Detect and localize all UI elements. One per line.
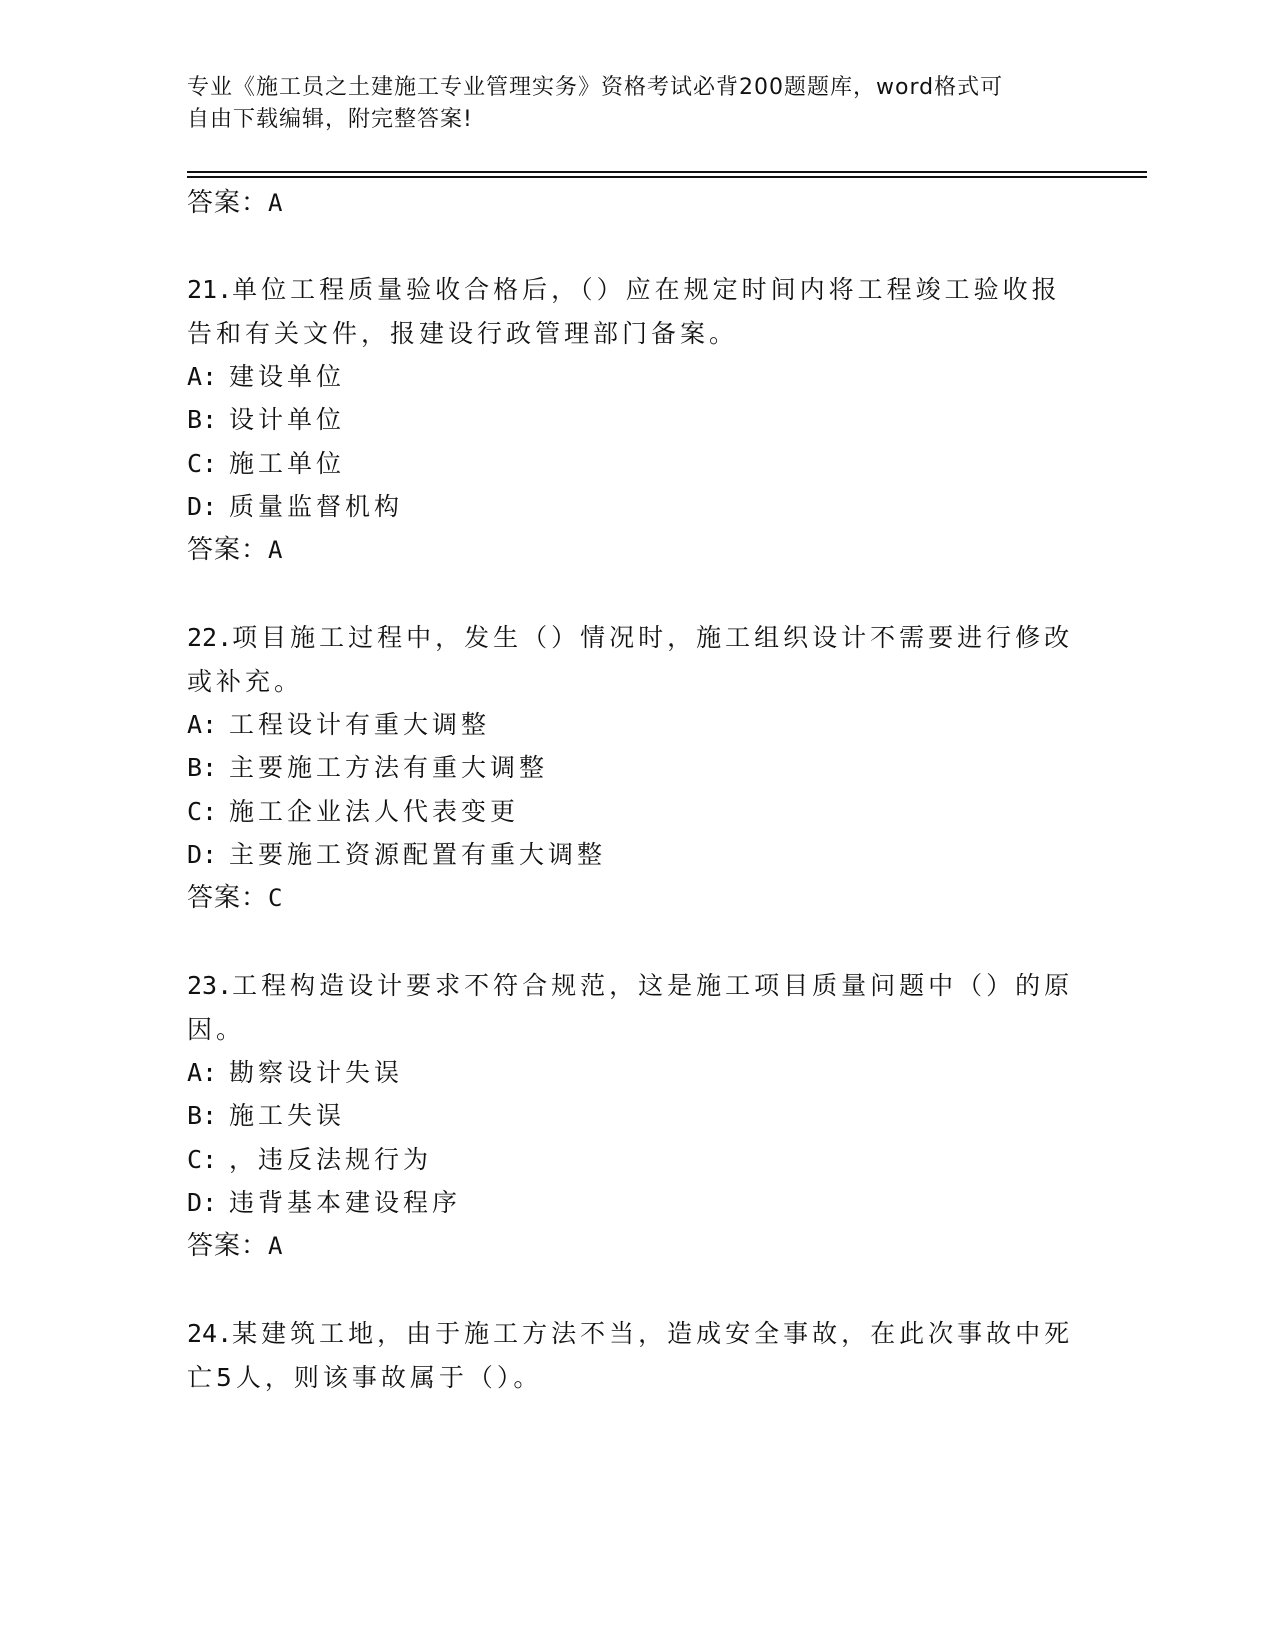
answer-label: 答案： — [187, 883, 269, 913]
question-22-option-a — [187, 707, 490, 743]
option-key: D: — [187, 1188, 218, 1217]
header-title-line-1: 专业《施工员之土建施工专业管理实务》资格考试必背200题题库，word格式可 — [187, 75, 1004, 100]
option-text: ，违反法规行为 — [229, 1145, 433, 1174]
question-stem-text: 工程构造设计要求不符合规范，这是施工项目质量问题中（）的原 — [232, 971, 1074, 1000]
question-23-option-b — [187, 1098, 345, 1134]
question-24-stem-line-1 — [187, 1316, 1073, 1352]
option-key: C: — [187, 1145, 218, 1174]
question-number: 24. — [187, 1319, 233, 1348]
option-text: 工程设计有重大调整 — [229, 710, 491, 739]
option-text: 施工单位 — [229, 449, 346, 478]
question-22-option-b — [187, 750, 548, 786]
question-21-stem-line-2: 告和有关文件，报建设行政管理部门备案。 — [187, 319, 739, 348]
answer-line-q21 — [187, 532, 283, 568]
answer-value: A — [268, 1232, 284, 1260]
question-22-stem-line-1 — [187, 620, 1073, 656]
option-key: B: — [187, 1101, 218, 1130]
question-22-stem-line-2: 或补充。 — [187, 667, 304, 696]
question-23-stem-line-1 — [187, 968, 1073, 1004]
header-title-line-2: 自由下载编辑，附完整答案! — [187, 107, 473, 132]
answer-label: 答案： — [187, 1231, 269, 1261]
option-key: D: — [187, 840, 218, 869]
option-key: A: — [187, 710, 218, 739]
question-23-option-d — [187, 1185, 461, 1221]
answer-value: A — [268, 536, 284, 564]
question-24-stem-line-2: 亡5人，则该事故属于（）。 — [187, 1363, 543, 1392]
question-22-option-d — [187, 837, 606, 873]
answer-line-q20 — [187, 185, 283, 221]
option-text: 建设单位 — [229, 362, 346, 391]
question-stem-text: 某建筑工地，由于施工方法不当，造成安全事故，在此次事故中死 — [232, 1319, 1074, 1348]
option-key: A: — [187, 1058, 218, 1087]
question-number: 23. — [187, 971, 233, 1000]
question-21-option-b — [187, 402, 345, 438]
question-stem-text: 项目施工过程中，发生（）情况时，施工组织设计不需要进行修改 — [232, 623, 1074, 652]
question-21-option-c — [187, 446, 345, 482]
question-21-stem-line-1 — [187, 272, 1061, 308]
option-key: B: — [187, 405, 218, 434]
option-text: 主要施工资源配置有重大调整 — [229, 840, 607, 869]
option-text: 勘察设计失误 — [229, 1058, 404, 1087]
header-rule-top — [187, 171, 1147, 173]
question-stem-text: 单位工程质量验收合格后，（）应在规定时间内将工程竣工验收报 — [232, 275, 1061, 304]
option-text: 设计单位 — [229, 405, 346, 434]
answer-value: A — [268, 189, 284, 217]
option-text: 质量监督机构 — [229, 492, 404, 521]
answer-value: C — [268, 884, 284, 912]
option-text: 施工失误 — [229, 1101, 346, 1130]
option-text: 违背基本建设程序 — [229, 1188, 462, 1217]
option-key: C: — [187, 797, 218, 826]
question-22-option-c — [187, 794, 519, 830]
option-key: C: — [187, 449, 218, 478]
question-21-option-d — [187, 489, 403, 525]
question-23-option-a — [187, 1055, 403, 1091]
option-text: 主要施工方法有重大调整 — [229, 753, 549, 782]
option-key: B: — [187, 753, 218, 782]
answer-line-q23 — [187, 1228, 283, 1264]
answer-label: 答案： — [187, 188, 269, 218]
option-key: A: — [187, 362, 218, 391]
question-number: 22. — [187, 623, 233, 652]
header-rule-bottom — [187, 176, 1147, 178]
option-key: D: — [187, 492, 218, 521]
question-23-option-c — [187, 1142, 432, 1178]
question-23-stem-line-2: 因。 — [187, 1015, 246, 1044]
question-21-option-a — [187, 359, 345, 395]
answer-line-q22 — [187, 880, 283, 916]
answer-label: 答案： — [187, 535, 269, 565]
option-text: 施工企业法人代表变更 — [229, 797, 520, 826]
question-number: 21. — [187, 275, 233, 304]
